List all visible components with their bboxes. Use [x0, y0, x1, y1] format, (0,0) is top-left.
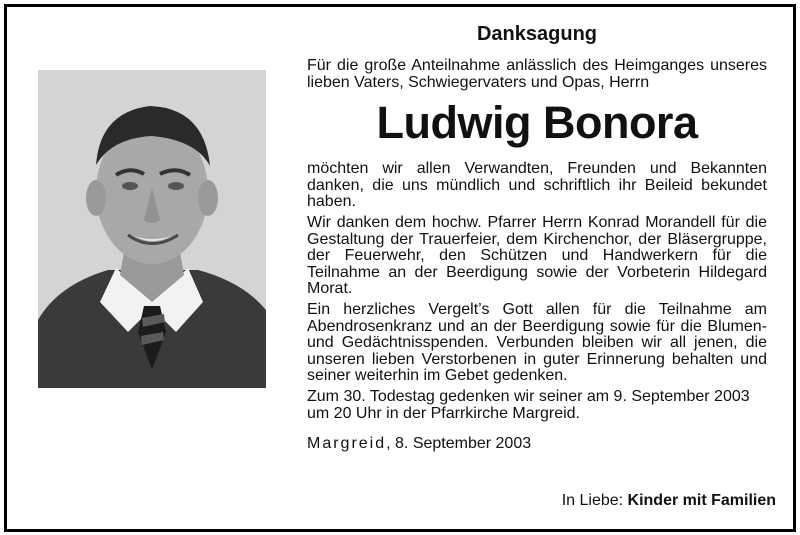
portrait-illustration [38, 70, 266, 388]
paragraph-priest: Wir danken dem hochw. Pfarrer Herrn Konrad Morandell für die Gestaltung der Trauerfeier, dem Kirchenchor, der Bläsergruppe, der Feuerwehr, den Schützen und Handwerkern für die Teilnahme an der Beerdigung sowie der Vorbeterin Hildegard Morat. [307, 213, 767, 298]
date-text: , 8. September 2003 [386, 435, 532, 453]
place-name: Margreid [307, 435, 387, 453]
paragraph-thanks: möchten wir allen Verwandten, Freunden und Bekannten danken, die uns mündlich und schriftlich ihr Beileid bekundet haben. [307, 160, 767, 211]
portrait-photo [38, 70, 266, 388]
signature-prefix: In Liebe: [561, 492, 628, 509]
notice-text [307, 22, 767, 453]
paragraph-memorial: Zum 30. Todestag gedenken wir seiner am 9. September 2003 um 20 Uhr in der Pfarrkirche Margreid. [307, 387, 750, 422]
intro-text: Für die große Anteilnahme anlässlich des Heimganges unseres lieben Vaters, Schwiegervaters und Opas, Herrn [307, 57, 767, 91]
signature-names: Kinder mit Familien [627, 492, 776, 509]
place-date-line [307, 436, 767, 453]
deceased-name: Ludwig Bonora [376, 97, 698, 149]
notice-heading: Danksagung [476, 23, 598, 45]
paragraph-vergelts-gott: Ein herzliches Vergelt’s Gott allen für die Teilnahme am Abendrosenkranz und an der Beerdigung sowie für die Blumen- und Gedächtnisspenden. Verbunden bleiben wir all jenen, die unseren lieben Verstorbenen in guter Erinnerung behalten und seiner weiterhin im Gebet gedenken. [307, 300, 767, 385]
signature-line [562, 492, 776, 510]
